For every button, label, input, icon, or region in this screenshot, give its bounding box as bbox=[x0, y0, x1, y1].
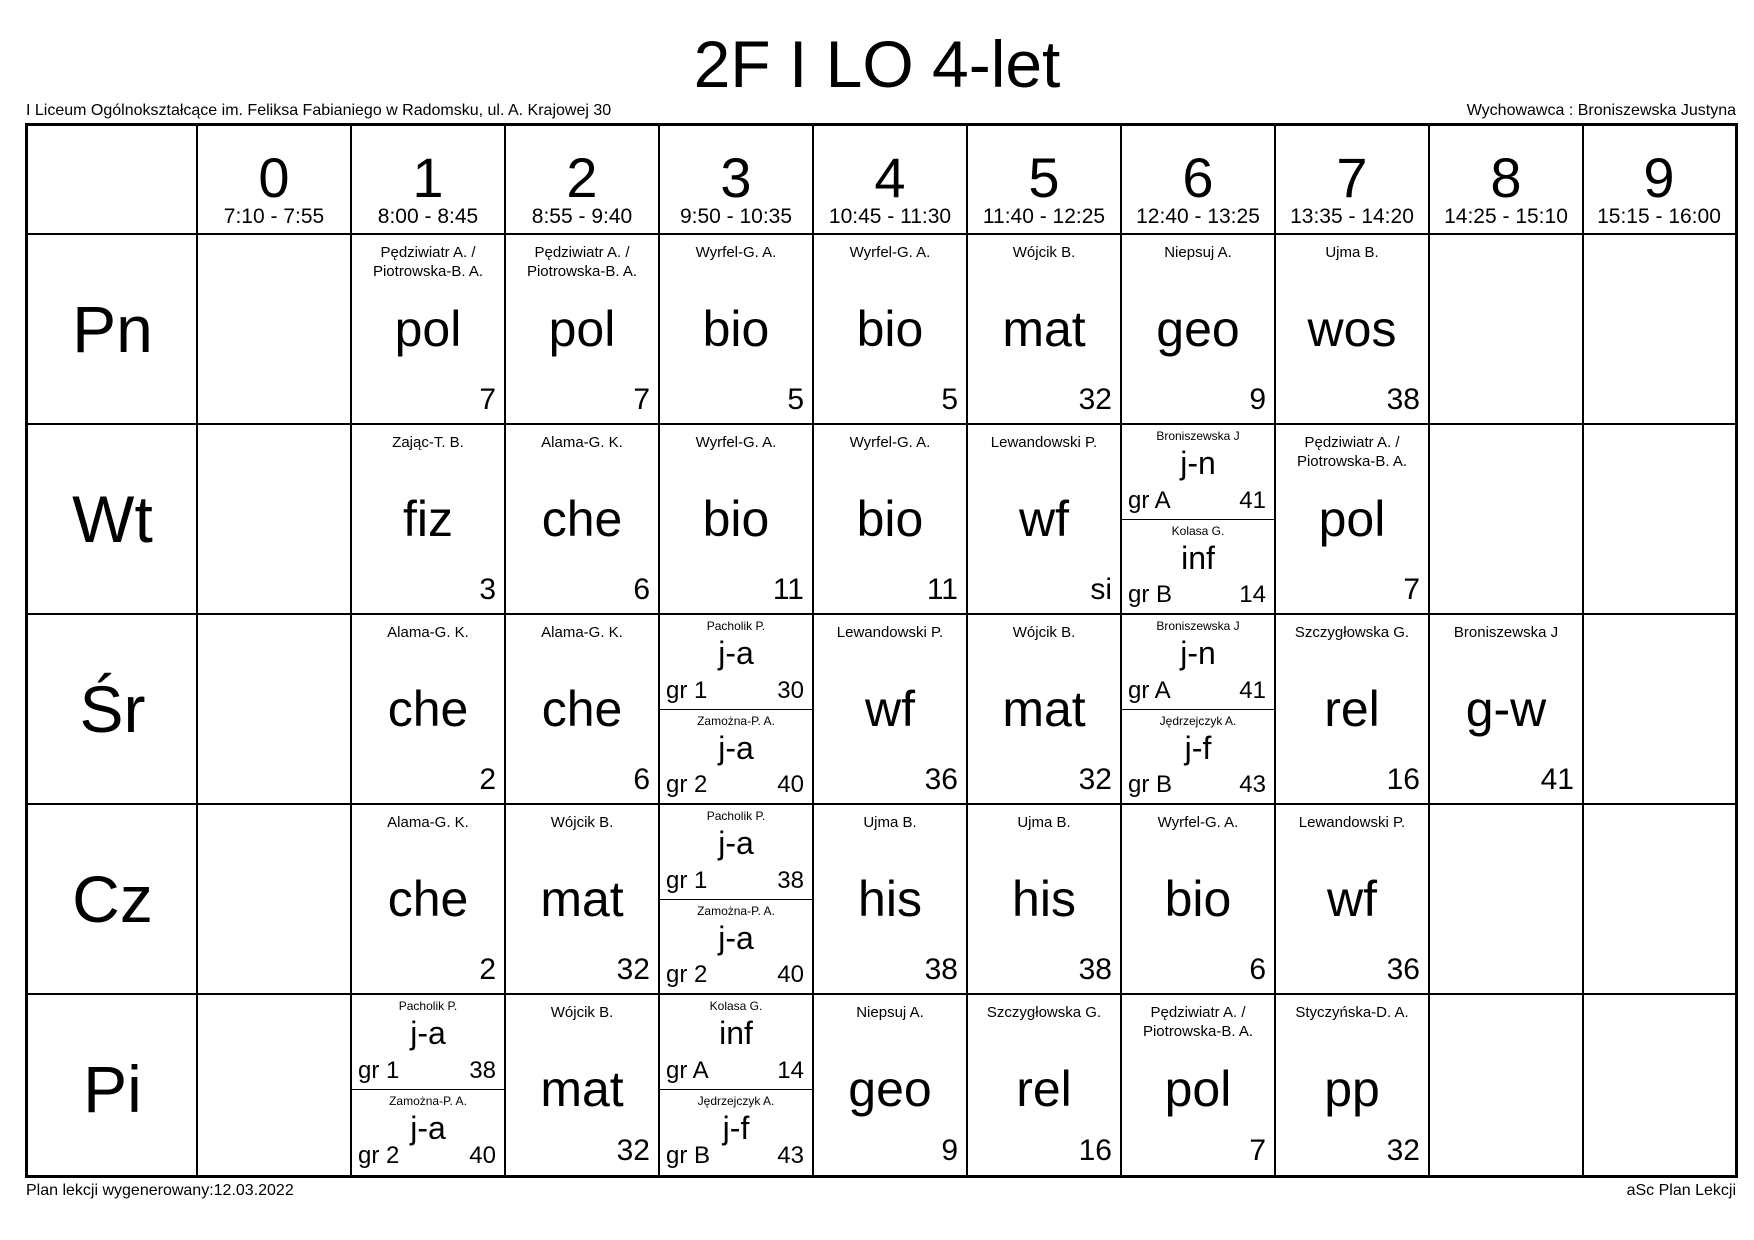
subject: geo bbox=[848, 1061, 932, 1117]
teacher-name: Ujma B. bbox=[1325, 244, 1379, 261]
group-lesson bbox=[660, 900, 812, 993]
lesson-cell bbox=[814, 425, 966, 613]
lesson-cell bbox=[968, 995, 1120, 1174]
subject: inf bbox=[719, 1015, 753, 1051]
subject: bio bbox=[856, 301, 924, 357]
group-lesson bbox=[660, 805, 812, 899]
lesson-cell bbox=[814, 805, 966, 993]
subject: j-f bbox=[722, 1110, 750, 1146]
group-label: gr A bbox=[1128, 487, 1171, 514]
lesson-cell bbox=[968, 425, 1120, 613]
teacher-name: Broniszewska J bbox=[1156, 619, 1240, 633]
group-lesson bbox=[660, 1090, 812, 1174]
room-number: 2 bbox=[479, 953, 496, 986]
teacher-name: Lewandowski P. bbox=[990, 434, 1098, 451]
room-number: 32 bbox=[1078, 383, 1112, 416]
subject: rel bbox=[1324, 681, 1380, 737]
room-number: 5 bbox=[941, 383, 958, 416]
lesson-cell bbox=[814, 615, 966, 803]
room-number: 3 bbox=[479, 573, 496, 606]
subject: j-f bbox=[1184, 730, 1212, 766]
lesson-cell bbox=[968, 805, 1120, 993]
period-number: 9 bbox=[1643, 146, 1675, 209]
teacher-name: Alama-G. K. bbox=[541, 624, 623, 641]
teacher-name: Niepsuj A. bbox=[856, 1004, 924, 1021]
group-label: gr A bbox=[1128, 677, 1171, 704]
teacher-name: Broniszewska J bbox=[1453, 624, 1559, 641]
group-divider bbox=[660, 899, 812, 900]
room-number: 40 bbox=[469, 1142, 496, 1169]
lesson-cell bbox=[1122, 235, 1274, 423]
period-number: 1 bbox=[412, 146, 444, 209]
homeroom-teacher: Wychowawca : Broniszewska Justyna bbox=[1466, 102, 1736, 119]
teacher-name: Pacholik P. bbox=[706, 619, 766, 633]
room-number: 5 bbox=[787, 383, 804, 416]
day-label: Pn bbox=[72, 292, 153, 366]
period-header bbox=[1121, 126, 1275, 234]
lesson-cell bbox=[660, 615, 812, 803]
teacher-name: Wójcik B. bbox=[1012, 624, 1076, 641]
group-label: gr 2 bbox=[358, 1142, 400, 1169]
lesson-cell bbox=[1122, 425, 1274, 613]
group-divider bbox=[352, 1089, 504, 1090]
teacher-name: Szczygłowska G. bbox=[1294, 624, 1410, 641]
room-number: 32 bbox=[616, 1134, 650, 1167]
lesson-cell bbox=[814, 995, 966, 1174]
period-time: 8:00 - 8:45 bbox=[377, 205, 479, 228]
subject: rel bbox=[1016, 1061, 1072, 1117]
group-label: gr B bbox=[666, 1142, 711, 1169]
room-number: 6 bbox=[1249, 953, 1266, 986]
subject: mat bbox=[1002, 301, 1086, 357]
teacher-name: Lewandowski P. bbox=[836, 624, 944, 641]
teacher-name: Kolasa G. bbox=[709, 999, 763, 1013]
teacher-name: Zamożna-P. A. bbox=[697, 714, 775, 728]
room-number: 14 bbox=[1239, 581, 1266, 608]
group-divider bbox=[1122, 709, 1274, 710]
period-number: 6 bbox=[1182, 146, 1214, 209]
subject: wf bbox=[1019, 491, 1069, 547]
subject: bio bbox=[702, 301, 770, 357]
lesson-cell bbox=[352, 615, 504, 803]
period-time: 15:15 - 16:00 bbox=[1597, 205, 1721, 228]
room-number: 6 bbox=[633, 573, 650, 606]
subject: bio bbox=[856, 491, 924, 547]
period-header bbox=[505, 126, 659, 234]
subject: bio bbox=[702, 491, 770, 547]
room-number: 11 bbox=[926, 573, 958, 606]
day-label: Pi bbox=[83, 1052, 142, 1126]
period-number: 3 bbox=[720, 146, 752, 209]
subject: inf bbox=[1181, 540, 1215, 576]
period-header bbox=[967, 126, 1121, 234]
group-label: gr B bbox=[1128, 581, 1173, 608]
teacher-name: Jędrzejczyk A. bbox=[697, 1094, 775, 1108]
day-label: Śr bbox=[79, 672, 146, 746]
room-number: 38 bbox=[777, 867, 804, 894]
teacher-name: Wójcik B. bbox=[550, 1004, 614, 1021]
room-number: 43 bbox=[1239, 771, 1266, 798]
teacher-name: Wyrfel-G. A. bbox=[1157, 814, 1239, 831]
group-lesson bbox=[660, 615, 812, 709]
teacher-name: Jędrzejczyk A. bbox=[1159, 714, 1237, 728]
period-header bbox=[1429, 126, 1583, 234]
subject: che bbox=[541, 491, 623, 547]
group-lesson bbox=[1122, 615, 1274, 709]
group-divider bbox=[660, 709, 812, 710]
room-number: 30 bbox=[777, 677, 804, 704]
lesson-cell bbox=[968, 615, 1120, 803]
lesson-cell bbox=[660, 425, 812, 613]
group-label: gr 1 bbox=[666, 867, 708, 894]
subject: j-a bbox=[718, 635, 754, 671]
subject: bio bbox=[1164, 871, 1232, 927]
period-header bbox=[351, 126, 505, 234]
period-time: 10:45 - 11:30 bbox=[828, 205, 952, 228]
group-lesson bbox=[1122, 425, 1274, 519]
subject: pol bbox=[1164, 1061, 1232, 1117]
lesson-cell bbox=[506, 615, 658, 803]
subject: j-a bbox=[718, 825, 754, 861]
group-divider bbox=[1122, 519, 1274, 520]
teacher-name: Pacholik P. bbox=[706, 809, 766, 823]
period-number: 8 bbox=[1490, 146, 1522, 209]
subject: j-n bbox=[1180, 445, 1216, 481]
lesson-cell bbox=[1276, 235, 1428, 423]
period-header bbox=[1583, 126, 1735, 234]
group-lesson bbox=[660, 710, 812, 803]
subject: mat bbox=[540, 871, 624, 927]
room-number: 32 bbox=[616, 953, 650, 986]
subject: pp bbox=[1324, 1061, 1380, 1117]
room-number: 41 bbox=[1540, 763, 1574, 796]
lesson-cell bbox=[660, 995, 812, 1174]
lesson-cell bbox=[1122, 805, 1274, 993]
group-lesson bbox=[352, 995, 504, 1089]
period-time: 7:10 - 7:55 bbox=[223, 205, 325, 228]
period-number: 2 bbox=[566, 146, 598, 209]
period-header bbox=[813, 126, 967, 234]
room-number: 41 bbox=[1239, 487, 1266, 514]
room-number: 9 bbox=[941, 1134, 958, 1167]
subject: pol bbox=[394, 301, 462, 357]
lesson-cell bbox=[1276, 615, 1428, 803]
lesson-cell bbox=[660, 805, 812, 993]
room-number: 7 bbox=[633, 383, 650, 416]
teacher-name: Alama-G. K. bbox=[387, 814, 469, 831]
teacher-name: Ujma B. bbox=[1017, 814, 1071, 831]
lesson-cell bbox=[506, 995, 658, 1174]
timetable-grid bbox=[25, 123, 1738, 1178]
lesson-cell bbox=[814, 235, 966, 423]
lesson-cell bbox=[968, 235, 1120, 423]
group-label: gr 2 bbox=[666, 961, 708, 988]
subject: j-n bbox=[1180, 635, 1216, 671]
teacher-name: Wójcik B. bbox=[1012, 244, 1076, 261]
room-number: 38 bbox=[924, 953, 958, 986]
teacher-name: Pędziwiatr A. / Piotrowska-B. A. bbox=[1296, 434, 1408, 470]
room-number: 32 bbox=[1078, 763, 1112, 796]
subject: j-a bbox=[410, 1015, 446, 1051]
grid-column-line bbox=[1582, 126, 1584, 1175]
group-label: gr 1 bbox=[358, 1057, 400, 1084]
subject: mat bbox=[540, 1061, 624, 1117]
teacher-name: Alama-G. K. bbox=[541, 434, 623, 451]
lesson-cell bbox=[1122, 615, 1274, 803]
teacher-name: Szczygłowska G. bbox=[986, 1004, 1102, 1021]
group-divider bbox=[660, 1089, 812, 1090]
school-name: I Liceum Ogólnokształcące im. Feliksa Fabianiego w Radomsku, ul. A. Krajowej 30 bbox=[26, 102, 612, 119]
period-time: 11:40 - 12:25 bbox=[982, 205, 1106, 228]
lesson-cell bbox=[352, 235, 504, 423]
period-number: 5 bbox=[1028, 146, 1060, 209]
teacher-name: Zamożna-P. A. bbox=[389, 1094, 467, 1108]
room-number: 9 bbox=[1249, 383, 1266, 416]
lesson-cell bbox=[660, 235, 812, 423]
day-label: Cz bbox=[72, 862, 153, 936]
group-lesson bbox=[1122, 710, 1274, 803]
room-number: 14 bbox=[777, 1057, 804, 1084]
subject: his bbox=[1012, 871, 1076, 927]
subject: g-w bbox=[1465, 681, 1547, 737]
teacher-name: Wyrfel-G. A. bbox=[849, 434, 931, 451]
teacher-name: Zając-T. B. bbox=[392, 434, 464, 451]
room-number: 11 bbox=[772, 573, 804, 606]
room-number: 32 bbox=[1386, 1134, 1420, 1167]
lesson-cell bbox=[506, 235, 658, 423]
subject: j-a bbox=[410, 1110, 446, 1146]
lesson-cell bbox=[1276, 425, 1428, 613]
period-time: 14:25 - 15:10 bbox=[1444, 205, 1568, 228]
group-lesson bbox=[1122, 520, 1274, 613]
lesson-cell bbox=[352, 425, 504, 613]
app-name: aSc Plan Lekcji bbox=[1626, 1182, 1736, 1199]
room-number: 6 bbox=[633, 763, 650, 796]
lesson-cell bbox=[506, 805, 658, 993]
period-number: 7 bbox=[1336, 146, 1368, 209]
lesson-cell bbox=[1276, 805, 1428, 993]
lesson-cell bbox=[1122, 995, 1274, 1174]
group-label: gr B bbox=[1128, 771, 1173, 798]
day-label: Wt bbox=[72, 482, 153, 556]
teacher-name: Pędziwiatr A. / Piotrowska-B. A. bbox=[526, 244, 638, 280]
subject: pol bbox=[548, 301, 616, 357]
subject: geo bbox=[1156, 301, 1240, 357]
room-number: 7 bbox=[1403, 573, 1420, 606]
teacher-name: Broniszewska J bbox=[1156, 429, 1240, 443]
teacher-name: Ujma B. bbox=[863, 814, 917, 831]
group-label: gr 1 bbox=[666, 677, 708, 704]
period-time: 13:35 - 14:20 bbox=[1290, 205, 1414, 228]
room-number: 38 bbox=[1386, 383, 1420, 416]
teacher-name: Wójcik B. bbox=[550, 814, 614, 831]
period-time: 9:50 - 10:35 bbox=[679, 205, 793, 228]
teacher-name: Lewandowski P. bbox=[1298, 814, 1406, 831]
teacher-name: Pędziwiatr A. / Piotrowska-B. A. bbox=[372, 244, 484, 280]
room-number: 38 bbox=[1078, 953, 1112, 986]
room-number: 36 bbox=[1386, 953, 1420, 986]
room-number: 40 bbox=[777, 771, 804, 798]
teacher-name: Zamożna-P. A. bbox=[697, 904, 775, 918]
subject: j-a bbox=[718, 920, 754, 956]
lesson-cell bbox=[352, 805, 504, 993]
subject: che bbox=[541, 681, 623, 737]
room-number: 38 bbox=[469, 1057, 496, 1084]
teacher-name: Pędziwiatr A. / Piotrowska-B. A. bbox=[1142, 1004, 1254, 1040]
room-number: 36 bbox=[924, 763, 958, 796]
room-number: si bbox=[1090, 573, 1112, 606]
subject: his bbox=[858, 871, 922, 927]
subject: pol bbox=[1318, 491, 1386, 547]
group-lesson bbox=[352, 1090, 504, 1174]
subject: wf bbox=[865, 681, 915, 737]
room-number: 16 bbox=[1386, 763, 1420, 796]
group-lesson bbox=[660, 995, 812, 1089]
room-number: 7 bbox=[479, 383, 496, 416]
room-number: 7 bbox=[1249, 1134, 1266, 1167]
lesson-cell bbox=[506, 425, 658, 613]
subject: j-a bbox=[718, 730, 754, 766]
room-number: 16 bbox=[1078, 1134, 1112, 1167]
room-number: 41 bbox=[1239, 677, 1266, 704]
teacher-name: Styczyńska-D. A. bbox=[1295, 1004, 1409, 1021]
lesson-cell bbox=[1276, 995, 1428, 1174]
lesson-cell bbox=[352, 995, 504, 1174]
teacher-name: Niepsuj A. bbox=[1164, 244, 1232, 261]
teacher-name: Wyrfel-G. A. bbox=[695, 434, 777, 451]
room-number: 40 bbox=[777, 961, 804, 988]
teacher-name: Kolasa G. bbox=[1171, 524, 1225, 538]
period-header bbox=[1275, 126, 1429, 234]
period-time: 8:55 - 9:40 bbox=[531, 205, 633, 228]
period-time: 12:40 - 13:25 bbox=[1136, 205, 1260, 228]
subject: wos bbox=[1307, 301, 1397, 357]
subject: che bbox=[387, 871, 469, 927]
generated-date: Plan lekcji wygenerowany:12.03.2022 bbox=[26, 1182, 294, 1199]
period-header bbox=[659, 126, 813, 234]
period-number: 0 bbox=[258, 146, 290, 209]
period-number: 4 bbox=[874, 146, 906, 209]
subject: wf bbox=[1327, 871, 1377, 927]
teacher-name: Alama-G. K. bbox=[387, 624, 469, 641]
teacher-name: Pacholik P. bbox=[398, 999, 458, 1013]
group-label: gr A bbox=[666, 1057, 709, 1084]
subject: che bbox=[387, 681, 469, 737]
period-header bbox=[197, 126, 351, 234]
subject: fiz bbox=[403, 491, 453, 547]
teacher-name: Wyrfel-G. A. bbox=[695, 244, 777, 261]
page-title: 2F I LO 4-let bbox=[693, 27, 1061, 101]
subject: mat bbox=[1002, 681, 1086, 737]
group-label: gr 2 bbox=[666, 771, 708, 798]
teacher-name: Wyrfel-G. A. bbox=[849, 244, 931, 261]
room-number: 2 bbox=[479, 763, 496, 796]
lesson-cell bbox=[1430, 615, 1582, 803]
room-number: 43 bbox=[777, 1142, 804, 1169]
